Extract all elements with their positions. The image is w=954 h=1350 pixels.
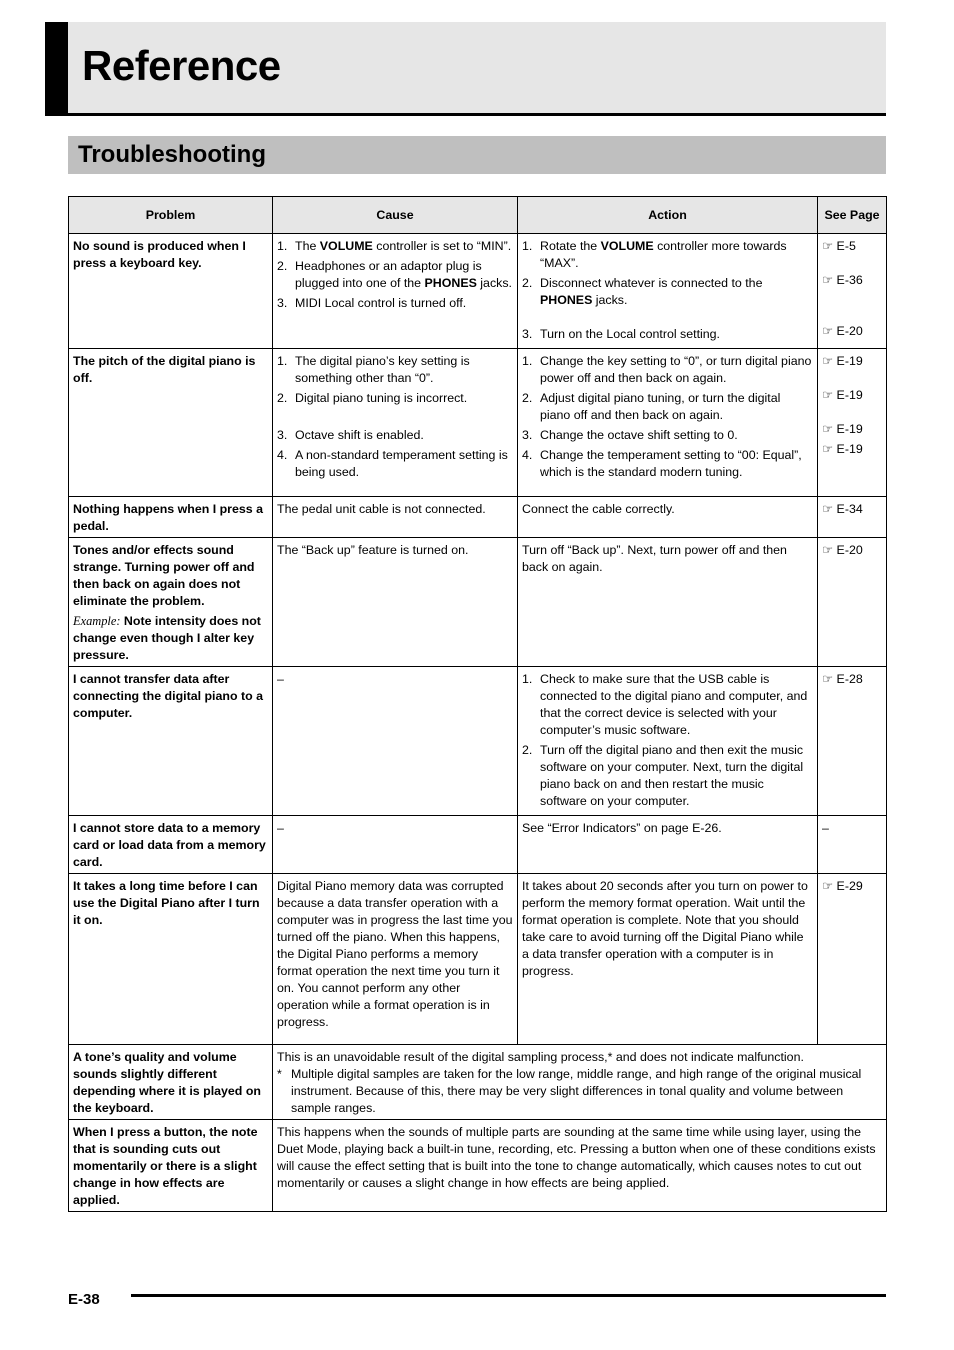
- page-cell: ☞ E-28: [818, 667, 887, 816]
- cause-cell: 1. The digital piano’s key setting is something other than “0”. 2. Digital piano tuning is incorrect. 3. Octave shift is enabled. 4. A non-standard temperament setting is being used.: [273, 349, 518, 497]
- problem-cell: No sound is produced when I press a keyboard key.: [69, 234, 273, 349]
- explanation-cell: This happens when the sounds of multiple parts are sounding at the same time while using layer, using the Duet Mode, playing back a built-in tune, recording, etc. Pressing a button when one of these conditions exists will cause the effect setting that is built into the tone to change automatically, which causes notes to cut out momentarily or causes a slight change in how effects are being applied.: [273, 1120, 887, 1212]
- cause-cell: Digital Piano memory data was corrupted because a data transfer operation with a computer was in progress the last time you turned off the piano. When this happens, the Digital Piano performs a memory format operation the next time you turn it on. You cannot perform any other operation while a format operation is in progress.: [273, 874, 518, 1045]
- action-cell: See “Error Indicators” on page E-26.: [518, 816, 818, 874]
- header-accent-bar: [45, 22, 68, 115]
- action-cell: 1. Rotate the VOLUME controller more towards “MAX”. 2. Disconnect whatever is connected to the PHONES jacks. 3. Turn on the Local control setting.: [518, 234, 818, 349]
- table-row: [69, 349, 887, 497]
- problem-cell: It takes a long time before I can use the Digital Piano after I turn it on.: [69, 874, 273, 1045]
- page-cell: ☞ E-29: [818, 874, 887, 1045]
- page-cell: ☞ E-20: [818, 538, 887, 667]
- header-problem: Problem: [69, 197, 273, 234]
- table-row: [69, 667, 887, 816]
- problem-cell: Nothing happens when I press a pedal.: [69, 497, 273, 538]
- problem-cell: I cannot transfer data after connecting the digital piano to a computer.: [69, 667, 273, 816]
- problem-cell: When I press a button, the note that is sounding cuts out momentarily or there is a slight change in how effects are applied.: [69, 1120, 273, 1212]
- header-cause: Cause: [273, 197, 518, 234]
- footer-rule: [131, 1294, 886, 1297]
- table-row: [69, 1045, 887, 1120]
- table-row: [69, 538, 887, 667]
- table-row: [69, 816, 887, 874]
- cause-cell: –: [273, 816, 518, 874]
- section-title: Troubleshooting: [78, 141, 266, 168]
- header-see-page: See Page: [818, 197, 887, 234]
- page-cell: –: [818, 816, 887, 874]
- action-cell: 1. Check to make sure that the USB cable is connected to the digital piano and computer, and that the correct device is selected with your computer’s music software. 2. Turn off the digital piano and then exit the music software on your computer. Next, turn the digital piano back on and then restart the music software on your computer.: [518, 667, 818, 816]
- page-cell: ☞ E-19 ☞ E-19 ☞ E-19 ☞ E-19: [818, 349, 887, 497]
- header-action: Action: [518, 197, 818, 234]
- page-cell: ☞ E-5 ☞ E-36 ☞ E-20: [818, 234, 887, 349]
- table-row: [69, 874, 887, 1045]
- table-row: [69, 1120, 887, 1212]
- header-rule: [45, 113, 886, 116]
- problem-cell: I cannot store data to a memory card or load data from a memory card.: [69, 816, 273, 874]
- problem-cell: The pitch of the digital piano is off.: [69, 349, 273, 497]
- action-cell: Turn off “Back up”. Next, turn power off and then back on again.: [518, 538, 818, 667]
- page-title: Reference: [82, 42, 281, 89]
- problem-cell: Tones and/or effects sound strange. Turning power off and then back on again does not eliminate the problem. Example: Note intensity does not change even though I alter key pressure.: [69, 538, 273, 667]
- table-row: [69, 497, 887, 538]
- page-cell: ☞ E-34: [818, 497, 887, 538]
- page-number: E-38: [68, 1291, 100, 1308]
- action-cell: It takes about 20 seconds after you turn on power to perform the memory format operation. Wait until the format operation is complete. Note that you should take care to avoid turning off the Digital Piano while a data transfer operation with a computer is in progress.: [518, 874, 818, 1045]
- troubleshooting-table: [68, 196, 887, 1212]
- cause-cell: 1. The VOLUME controller is set to “MIN”. 2. Headphones or an adaptor plug is plugged into one of the PHONES jacks. 3. MIDI Local control is turned off.: [273, 234, 518, 349]
- cause-cell: –: [273, 667, 518, 816]
- cause-cell: The “Back up” feature is turned on.: [273, 538, 518, 667]
- problem-cell: A tone’s quality and volume sounds slightly different depending where it is played on the keyboard.: [69, 1045, 273, 1120]
- table-header-row: [69, 197, 887, 234]
- table-row: [69, 234, 887, 349]
- explanation-cell: This is an unavoidable result of the digital sampling process,* and does not indicate malfunction. * Multiple digital samples are taken for the low range, middle range, and high range of the original musical instrument. Because of this, there may be very slight differences in tonal quality and volume between sample ranges.: [273, 1045, 887, 1120]
- cause-cell: The pedal unit cable is not connected.: [273, 497, 518, 538]
- action-cell: 1. Change the key setting to “0”, or turn digital piano power off and then back on again. 2. Adjust digital piano tuning, or turn the digital piano off and then back on again. 3. Change the octave shift setting to 0. 4. Change the temperament setting to “00: Equal”, which is the standard modern tuning.: [518, 349, 818, 497]
- action-cell: Connect the cable correctly.: [518, 497, 818, 538]
